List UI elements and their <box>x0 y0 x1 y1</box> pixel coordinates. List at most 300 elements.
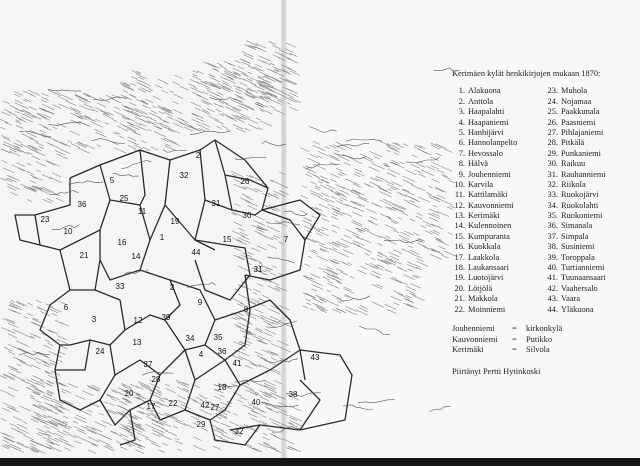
water-hatch-stroke <box>332 295 342 299</box>
water-hatch-stroke <box>46 444 51 446</box>
water-hatch-stroke <box>245 365 252 368</box>
water-hatch-stroke <box>173 426 178 428</box>
water-hatch-stroke <box>322 227 328 230</box>
water-hatch-stroke <box>196 397 202 400</box>
water-hatch-stroke <box>68 384 78 389</box>
water-hatch-stroke <box>178 395 186 399</box>
water-hatch-stroke <box>428 213 433 215</box>
water-hatch-stroke <box>260 108 273 114</box>
water-hatch-stroke <box>23 422 28 424</box>
water-hatch-stroke <box>55 438 64 442</box>
water-hatch-stroke <box>380 141 390 146</box>
water-hatch-stroke <box>345 229 358 235</box>
village-number-label: 33 <box>115 282 125 291</box>
water-hatch-stroke <box>48 437 58 442</box>
water-hatch-stroke <box>279 358 285 361</box>
water-hatch-stroke <box>244 128 250 131</box>
water-hatch-stroke <box>244 106 254 111</box>
water-hatch-stroke <box>251 299 259 303</box>
water-hatch-stroke <box>263 76 276 82</box>
water-hatch-stroke <box>429 197 440 202</box>
village-entry <box>545 150 638 160</box>
water-hatch-stroke <box>195 108 200 110</box>
water-hatch-stroke <box>269 418 281 423</box>
water-hatch-stroke <box>394 163 404 168</box>
village-name: Kattilamäki <box>468 190 508 200</box>
water-hatch-stroke <box>17 167 26 171</box>
water-hatch-stroke <box>313 145 326 151</box>
water-hatch-stroke <box>351 192 360 196</box>
water-hatch-stroke <box>366 209 377 214</box>
water-hatch-stroke <box>23 100 27 102</box>
water-hatch-stroke <box>420 241 424 243</box>
water-hatch-stroke <box>128 137 137 141</box>
water-hatch-stroke <box>380 200 392 206</box>
water-hatch-stroke <box>141 88 151 92</box>
water-hatch-stroke <box>19 168 25 171</box>
water-hatch-stroke <box>57 154 68 159</box>
village-entry <box>452 285 545 295</box>
water-hatch-stroke <box>217 63 223 66</box>
water-hatch-stroke <box>289 417 297 421</box>
water-hatch-stroke <box>38 390 43 392</box>
water-hatch-stroke <box>442 174 447 177</box>
water-hatch-stroke <box>252 448 260 452</box>
village-border <box>215 300 305 380</box>
equivalence-row <box>452 346 638 357</box>
water-hatch-stroke <box>24 355 36 361</box>
water-hatch-stroke <box>332 225 340 229</box>
water-hatch-stroke <box>36 400 42 403</box>
water-hatch-stroke <box>222 83 232 87</box>
village-number-label: 37 <box>143 360 153 369</box>
water-hatch-stroke <box>260 121 272 126</box>
water-hatch-stroke <box>399 235 409 239</box>
water-hatch-stroke <box>255 64 262 67</box>
water-hatch-stroke <box>338 252 349 257</box>
water-hatch-stroke <box>42 191 51 195</box>
water-hatch-stroke <box>35 142 44 146</box>
water-hatch-stroke <box>404 299 414 304</box>
village-number-label: 13 <box>132 338 142 347</box>
map-credit: Piirtänyt Pertti Hytinkoski <box>452 366 541 376</box>
water-hatch-stroke <box>117 126 121 128</box>
water-hatch-stroke <box>13 357 23 362</box>
water-hatch-stroke <box>376 176 387 181</box>
water-hatch-stroke <box>111 389 121 394</box>
water-hatch-stroke <box>277 183 288 188</box>
village-name: Moinniemi <box>468 304 506 314</box>
water-hatch-stroke <box>162 428 168 431</box>
water-hatch-stroke <box>87 410 93 413</box>
water-hatch-stroke <box>402 249 414 254</box>
water-hatch-stroke <box>251 411 257 414</box>
village-border <box>150 160 170 240</box>
equivalence-key: Kauvonniemi <box>452 334 498 344</box>
water-hatch-stroke <box>318 151 329 156</box>
water-hatch-stroke <box>159 434 172 440</box>
village-number-label: 40 <box>251 398 261 407</box>
water-hatch-stroke <box>352 190 364 196</box>
water-hatch-stroke <box>83 391 94 396</box>
equivalence-row <box>452 325 638 336</box>
water-hatch-stroke <box>356 310 368 315</box>
water-hatch-stroke <box>372 284 382 289</box>
village-name: Ruokoniemi <box>561 211 603 221</box>
water-hatch-stroke <box>257 284 263 287</box>
water-hatch-stroke <box>215 435 222 438</box>
water-hatch-stroke <box>411 164 420 168</box>
water-hatch-stroke <box>175 438 179 440</box>
water-hatch-stroke <box>0 390 9 394</box>
water-hatch-stroke <box>78 121 90 126</box>
water-hatch-stroke <box>270 106 275 108</box>
water-hatch-stroke <box>410 219 416 222</box>
village-number: 23. <box>547 86 558 96</box>
water-hatch-stroke <box>421 170 434 176</box>
water-hatch-stroke <box>352 212 362 217</box>
water-hatch-stroke <box>137 433 149 438</box>
shoreline-path <box>235 157 266 160</box>
water-hatch-stroke <box>426 225 431 227</box>
water-hatch-stroke <box>371 258 376 260</box>
water-hatch-stroke <box>310 309 315 311</box>
water-hatch-stroke <box>230 422 239 426</box>
water-hatch-stroke <box>432 179 440 183</box>
water-hatch-stroke <box>356 228 365 232</box>
water-hatch-stroke <box>255 315 264 319</box>
water-hatch-stroke <box>261 397 269 401</box>
water-hatch-stroke <box>131 384 138 387</box>
water-hatch-stroke <box>270 273 276 276</box>
water-hatch-stroke <box>306 303 311 305</box>
village-name: Kumpuranta <box>468 231 510 241</box>
water-hatch-stroke <box>302 186 307 188</box>
water-hatch-stroke <box>62 391 66 393</box>
water-hatch-stroke <box>339 244 347 248</box>
water-hatch-stroke <box>301 195 308 198</box>
village-number-label: 32 <box>234 427 244 436</box>
water-hatch-stroke <box>242 385 255 391</box>
water-hatch-stroke <box>175 441 183 444</box>
water-hatch-stroke <box>429 217 439 221</box>
water-hatch-stroke <box>242 236 249 239</box>
water-hatch-stroke <box>9 394 15 397</box>
water-hatch-stroke <box>436 240 449 246</box>
water-hatch-stroke <box>30 175 43 181</box>
water-hatch-stroke <box>268 308 280 314</box>
water-hatch-stroke <box>64 443 71 446</box>
water-hatch-stroke <box>115 100 121 103</box>
water-hatch-stroke <box>29 107 37 111</box>
village-number: 3. <box>458 107 465 117</box>
water-hatch-stroke <box>3 433 13 438</box>
water-hatch-stroke <box>15 103 20 105</box>
water-hatch-stroke <box>358 197 369 202</box>
water-hatch-stroke <box>152 423 161 427</box>
name-equivalences <box>452 325 638 357</box>
village-name: Luotojärvi <box>468 273 504 283</box>
water-hatch-stroke <box>129 125 140 130</box>
village-number-label: 8 <box>243 305 249 314</box>
water-hatch-stroke <box>242 52 253 57</box>
village-number: 19. <box>454 273 465 283</box>
village-number-label: 24 <box>95 347 105 356</box>
water-hatch-stroke <box>350 201 361 206</box>
water-hatch-stroke <box>50 446 62 451</box>
water-hatch-stroke <box>178 400 186 404</box>
village-number-label: 11 <box>137 207 147 216</box>
water-hatch-stroke <box>372 302 384 307</box>
water-hatch-stroke <box>41 100 46 102</box>
water-hatch-stroke <box>74 435 85 440</box>
water-hatch-stroke <box>30 180 36 183</box>
water-hatch-stroke <box>364 183 374 187</box>
village-number: 42. <box>547 283 558 293</box>
water-hatch-stroke <box>361 266 368 269</box>
water-hatch-stroke <box>26 171 33 174</box>
village-number: 11. <box>454 190 465 200</box>
water-hatch-stroke <box>61 95 73 100</box>
water-hatch-stroke <box>289 107 298 111</box>
water-hatch-stroke <box>123 90 128 92</box>
water-hatch-stroke <box>52 173 61 177</box>
water-hatch-stroke <box>156 401 169 407</box>
village-number: 2. <box>458 96 465 106</box>
village-number: 28. <box>547 138 558 148</box>
water-hatch-stroke <box>152 433 160 437</box>
water-hatch-stroke <box>402 189 414 195</box>
water-hatch-stroke <box>122 128 128 131</box>
water-hatch-stroke <box>220 66 227 69</box>
water-hatch-stroke <box>267 268 273 271</box>
water-hatch-stroke <box>162 90 169 93</box>
water-hatch-stroke <box>248 72 252 74</box>
water-hatch-stroke <box>211 425 224 431</box>
water-hatch-stroke <box>40 311 50 316</box>
village-entry <box>545 306 638 316</box>
water-hatch-stroke <box>2 160 8 163</box>
water-hatch-stroke <box>312 250 316 252</box>
water-hatch-stroke <box>374 157 379 159</box>
water-hatch-stroke <box>30 94 35 97</box>
water-hatch-stroke <box>98 440 110 445</box>
water-hatch-stroke <box>263 321 270 324</box>
village-entry <box>545 129 638 139</box>
water-hatch-stroke <box>3 436 16 442</box>
water-hatch-stroke <box>116 442 121 444</box>
water-hatch-stroke <box>202 396 208 399</box>
water-hatch-stroke <box>105 402 109 404</box>
water-hatch-stroke <box>257 59 265 63</box>
water-hatch-stroke <box>129 94 137 97</box>
water-hatch-stroke <box>416 216 423 219</box>
village-number: 32. <box>547 179 558 189</box>
water-hatch-stroke <box>268 324 276 328</box>
water-hatch-stroke <box>235 89 242 92</box>
water-hatch-stroke <box>338 174 343 176</box>
village-number: 26. <box>547 117 558 127</box>
water-hatch-stroke <box>77 116 83 119</box>
village-name: Haapalahti <box>468 107 505 117</box>
water-hatch-stroke <box>22 134 34 139</box>
water-hatch-stroke <box>406 304 417 309</box>
village-number: 41. <box>547 273 558 283</box>
water-hatch-stroke <box>4 347 13 351</box>
water-hatch-stroke <box>192 92 201 96</box>
water-hatch-stroke <box>270 434 277 437</box>
water-hatch-stroke <box>57 336 67 340</box>
equivalence-key: Kerimäki <box>452 345 484 354</box>
village-number: 16. <box>454 242 465 252</box>
water-hatch-stroke <box>331 213 336 215</box>
water-hatch-stroke <box>394 153 399 155</box>
water-hatch-stroke <box>397 217 402 219</box>
water-hatch-stroke <box>330 179 336 182</box>
water-hatch-stroke <box>432 196 440 200</box>
water-hatch-stroke <box>426 192 431 194</box>
water-hatch-stroke <box>18 349 27 353</box>
water-hatch-stroke <box>16 125 23 128</box>
water-hatch-stroke <box>370 274 380 279</box>
water-hatch-stroke <box>410 293 414 295</box>
water-hatch-stroke <box>379 236 390 241</box>
water-hatch-stroke <box>371 163 384 169</box>
water-hatch-stroke <box>431 145 440 149</box>
water-hatch-stroke <box>379 188 391 194</box>
water-hatch-stroke <box>15 146 20 148</box>
water-hatch-stroke <box>173 82 180 85</box>
water-hatch-stroke <box>332 230 337 232</box>
water-hatch-stroke <box>257 356 267 360</box>
water-hatch-stroke <box>162 110 170 114</box>
water-hatch-stroke <box>345 179 356 184</box>
water-hatch-stroke <box>413 296 424 301</box>
water-hatch-stroke <box>226 116 237 121</box>
water-hatch-stroke <box>135 450 144 454</box>
shoreline-path <box>406 158 440 163</box>
water-hatch-stroke <box>376 276 381 278</box>
water-hatch-stroke <box>44 345 52 349</box>
water-hatch-stroke <box>131 77 137 80</box>
water-hatch-stroke <box>47 381 52 383</box>
water-hatch-stroke <box>318 181 323 183</box>
water-hatch-stroke <box>8 373 15 376</box>
water-hatch-stroke <box>36 362 41 364</box>
water-hatch-stroke <box>287 103 291 105</box>
village-entry <box>545 171 638 181</box>
water-hatch-stroke <box>267 244 277 248</box>
water-hatch-stroke <box>128 146 136 150</box>
shoreline-path <box>267 257 295 263</box>
water-hatch-stroke <box>431 162 440 166</box>
water-hatch-stroke <box>213 68 218 70</box>
shoreline-path <box>190 131 230 135</box>
water-hatch-stroke <box>21 184 34 190</box>
water-hatch-stroke <box>11 300 15 302</box>
water-hatch-stroke <box>416 163 426 167</box>
village-number-label: 17 <box>146 402 156 411</box>
village-name: Lötjölä <box>468 283 493 293</box>
water-hatch-stroke <box>217 92 223 95</box>
water-hatch-stroke <box>57 123 66 127</box>
water-hatch-stroke <box>248 66 254 69</box>
water-hatch-stroke <box>184 423 195 428</box>
water-hatch-stroke <box>202 123 210 127</box>
village-border <box>165 205 195 240</box>
water-hatch-stroke <box>403 176 416 182</box>
water-hatch-stroke <box>432 250 443 255</box>
village-number-label: 5 <box>109 176 115 185</box>
water-hatch-stroke <box>358 246 371 252</box>
water-hatch-stroke <box>126 122 135 126</box>
water-hatch-stroke <box>340 272 348 275</box>
water-hatch-stroke <box>264 333 273 337</box>
water-hatch-stroke <box>111 399 116 401</box>
water-hatch-stroke <box>323 277 330 280</box>
water-hatch-stroke <box>336 269 343 272</box>
water-hatch-stroke <box>232 231 245 237</box>
village-name: Haapaniemi <box>468 117 509 127</box>
water-hatch-stroke <box>120 434 128 437</box>
water-hatch-stroke <box>358 270 367 274</box>
water-hatch-stroke <box>88 450 96 454</box>
village-name: Muhola <box>561 86 588 96</box>
water-hatch-stroke <box>254 220 266 225</box>
water-hatch-stroke <box>268 41 276 44</box>
water-hatch-stroke <box>410 284 421 289</box>
water-hatch-stroke <box>39 124 49 128</box>
water-hatch-stroke <box>168 130 173 133</box>
water-hatch-stroke <box>267 193 278 198</box>
village-number-label: 14 <box>131 252 141 261</box>
water-hatch-stroke <box>329 260 339 265</box>
water-hatch-stroke <box>353 235 359 238</box>
water-hatch-stroke <box>78 148 90 153</box>
village-number: 12. <box>454 200 465 210</box>
village-name: Paakkunala <box>561 107 600 117</box>
village-number: 39. <box>547 252 558 262</box>
water-hatch-stroke <box>241 104 254 110</box>
water-hatch-stroke <box>3 440 10 443</box>
water-hatch-stroke <box>59 438 69 442</box>
water-hatch-stroke <box>3 101 10 104</box>
water-hatch-stroke <box>277 341 289 346</box>
water-hatch-stroke <box>31 440 44 446</box>
water-hatch-stroke <box>341 261 346 263</box>
water-hatch-stroke <box>438 170 444 173</box>
water-hatch-stroke <box>389 241 397 244</box>
water-hatch-stroke <box>44 426 50 429</box>
water-hatch-stroke <box>247 206 256 210</box>
water-hatch-stroke <box>311 182 317 185</box>
water-hatch-stroke <box>37 114 47 119</box>
water-hatch-stroke <box>360 306 368 309</box>
water-hatch-stroke <box>48 330 58 334</box>
water-hatch-stroke <box>169 141 180 146</box>
water-hatch-stroke <box>193 87 197 89</box>
water-hatch-stroke <box>254 309 263 313</box>
village-number-label: 28 <box>151 375 161 384</box>
water-hatch-stroke <box>8 351 15 354</box>
water-hatch-stroke <box>309 250 318 254</box>
water-hatch-stroke <box>233 414 237 416</box>
water-hatch-stroke <box>243 55 253 60</box>
water-hatch-stroke <box>336 309 346 313</box>
village-number: 7. <box>458 148 465 158</box>
water-hatch-stroke <box>196 118 204 122</box>
water-hatch-stroke <box>163 443 168 445</box>
